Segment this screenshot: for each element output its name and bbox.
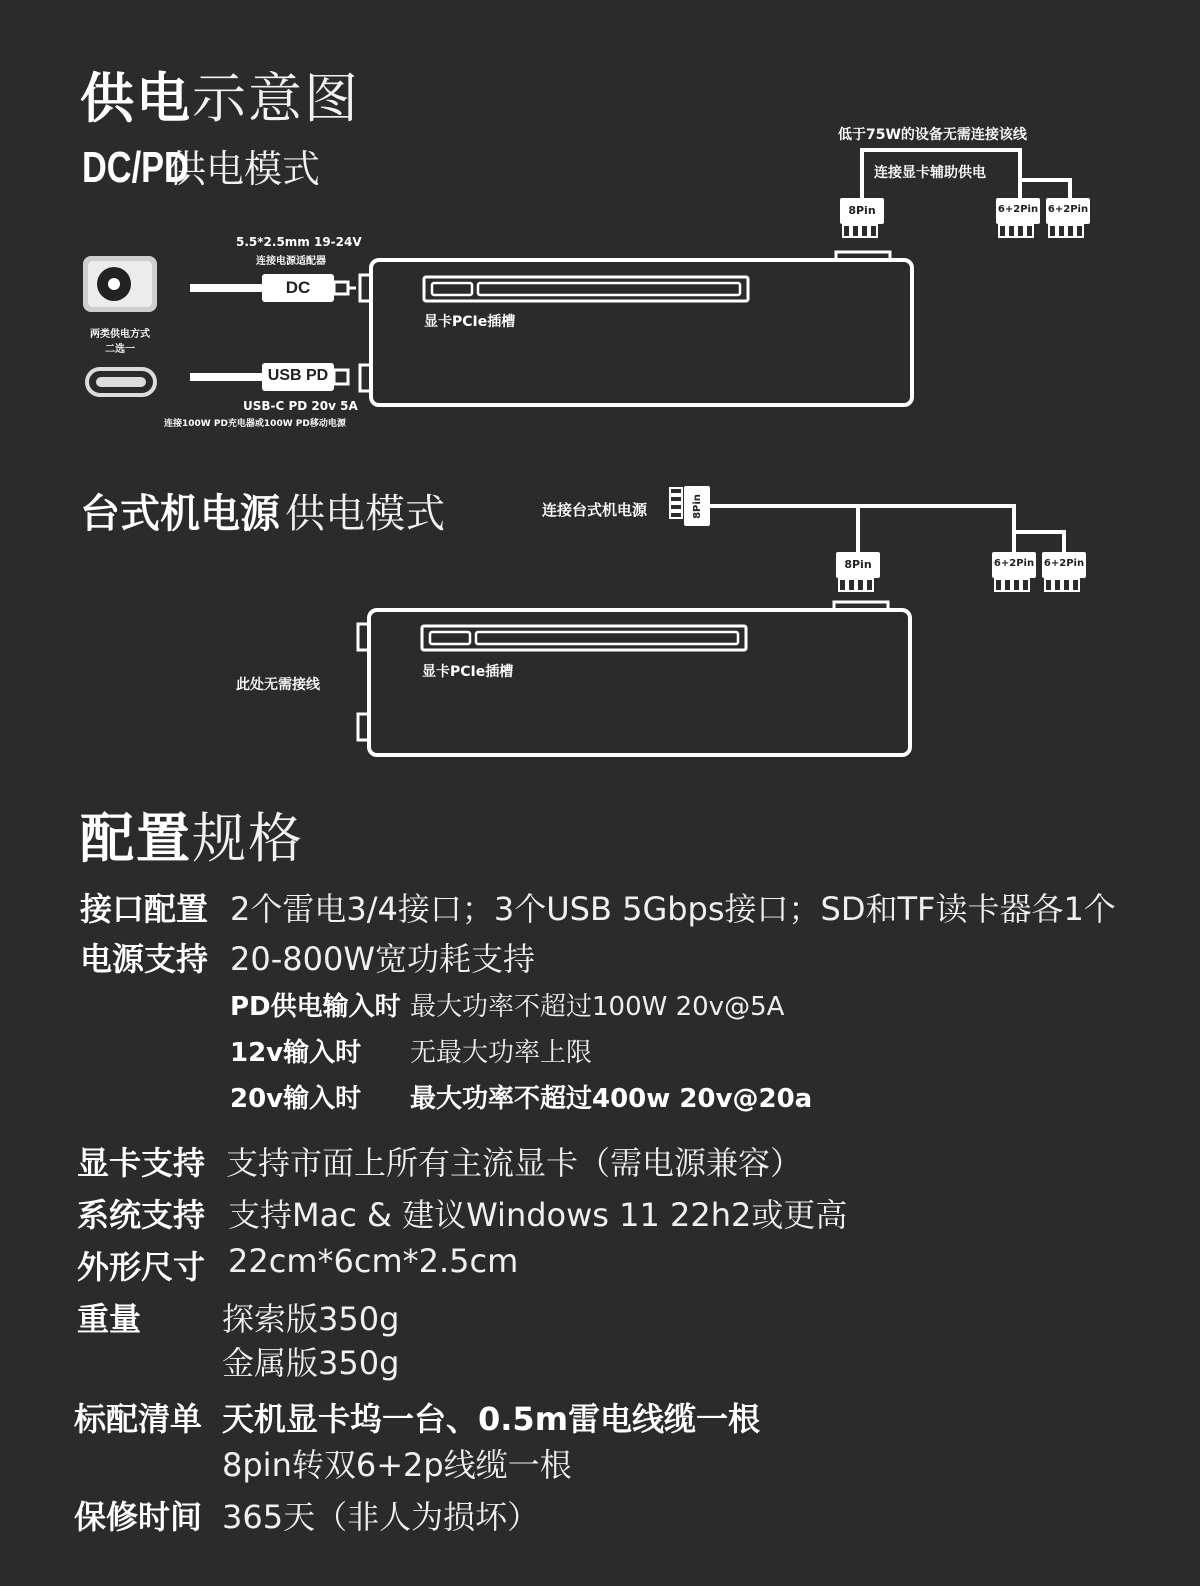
spec-gpu-value: 支持市面上所有主流显卡（需电源兼容） xyxy=(226,1144,803,1182)
spec-size-key: 外形尺寸 xyxy=(77,1248,206,1286)
pin62b-label-1: 6+2Pin xyxy=(1047,204,1089,215)
pin62a-label-1: 6+2Pin xyxy=(997,204,1039,215)
spec-size-value: 22cm*6cm*2.5cm xyxy=(228,1242,519,1280)
either-note xyxy=(84,327,156,357)
dc-adapter-label: 连接电源适配器 xyxy=(256,256,326,267)
spec-12v-key: 12v输入时 xyxy=(230,1038,362,1068)
specs-title xyxy=(80,796,304,873)
pin8-label-1: 8Pin xyxy=(848,204,876,217)
page-title xyxy=(80,56,360,133)
dc-plug-label: DC xyxy=(285,278,311,297)
aux-cable-2 xyxy=(710,506,1064,552)
spec-os-value: 支持Mac & 建议Windows 11 22h2或更高 xyxy=(228,1196,848,1234)
spec-warranty-key: 保修时间 xyxy=(74,1498,203,1536)
pcie-slot-label-1: 显卡PCIe插槽 xyxy=(424,314,516,330)
pins-2 xyxy=(839,579,1079,591)
psu-connector-label: 8Pin xyxy=(691,493,703,519)
desktop-mode-bold: 台式机电源 xyxy=(80,491,280,537)
no-wire-label: 此处无需接线 xyxy=(236,677,320,693)
spec-box-key: 标配清单 xyxy=(74,1400,203,1438)
dc-barrel-icon xyxy=(83,256,157,312)
no-need-note: 低于75W的设备无需连接该线 xyxy=(838,127,1027,143)
specs-title-bold: 配置 xyxy=(80,807,192,870)
spec-ports-value: 2个雷电3/4接口；3个USB 5Gbps接口；SD和TF读卡器各1个 xyxy=(230,890,1116,928)
usbpd-note: 连接100W PD充电器或100W PD移动电源 xyxy=(164,419,346,429)
dcpd-mode-light: 供电模式 xyxy=(168,147,321,191)
either-note-line2: 二选一 xyxy=(105,344,135,355)
spec-power-key: 电源支持 xyxy=(80,940,209,978)
spec-pd-value: 最大功率不超过100W 20v@5A xyxy=(410,992,785,1022)
spec-12v-value: 无最大功率上限 xyxy=(410,1038,593,1068)
desktop-mode-title xyxy=(80,482,445,539)
page-title-light: 示意图 xyxy=(192,67,360,130)
specs-title-light: 规格 xyxy=(192,807,304,870)
spec-gpu-key: 显卡支持 xyxy=(77,1144,206,1182)
spec-weight-key: 重量 xyxy=(77,1300,142,1338)
spec-ports-key: 接口配置 xyxy=(80,890,209,928)
spec-box-value-2: 8pin转双6+2p线缆一根 xyxy=(222,1446,572,1484)
page-title-bold: 供电 xyxy=(80,67,192,130)
spec-box-value-1: 天机显卡坞一台、0.5m雷电线缆一根 xyxy=(222,1400,761,1438)
pins-1 xyxy=(843,225,1083,237)
spec-os-key: 系统支持 xyxy=(77,1196,206,1234)
spec-20v-value: 最大功率不超过400w 20v@20a xyxy=(410,1084,813,1114)
usbpd-spec-label: USB-C PD 20v 5A xyxy=(243,399,358,413)
spec-warranty-value: 365天（非人为损坏） xyxy=(222,1498,540,1536)
dc-spec-label: 5.5*2.5mm 19-24V xyxy=(236,235,362,249)
spec-weight-value-2: 金属版350g xyxy=(222,1344,400,1382)
gpu-aux-label: 连接显卡辅助供电 xyxy=(874,165,986,181)
spec-pd-key: PD供电输入时 xyxy=(230,992,401,1022)
pin62a-label-2: 6+2Pin xyxy=(993,558,1035,569)
desktop-mode-light: 供电模式 xyxy=(285,491,446,537)
pin8-label-2: 8Pin xyxy=(844,558,872,571)
usbpd-plug-label: USB PD xyxy=(267,367,329,384)
dcpd-mode-bold: DC/PD xyxy=(82,143,189,192)
pcie-slot-label-2: 显卡PCIe插槽 xyxy=(422,664,514,680)
dcpd-mode-title xyxy=(82,138,320,193)
connect-psu-label: 连接台式机电源 xyxy=(542,501,648,519)
pin62b-label-2: 6+2Pin xyxy=(1043,558,1085,569)
spec-power-value: 20-800W宽功耗支持 xyxy=(230,940,535,978)
spec-weight-value-1: 探索版350g xyxy=(222,1300,400,1338)
either-note-line1: 两类供电方式 xyxy=(90,329,150,340)
spec-20v-key: 20v输入时 xyxy=(230,1084,362,1114)
